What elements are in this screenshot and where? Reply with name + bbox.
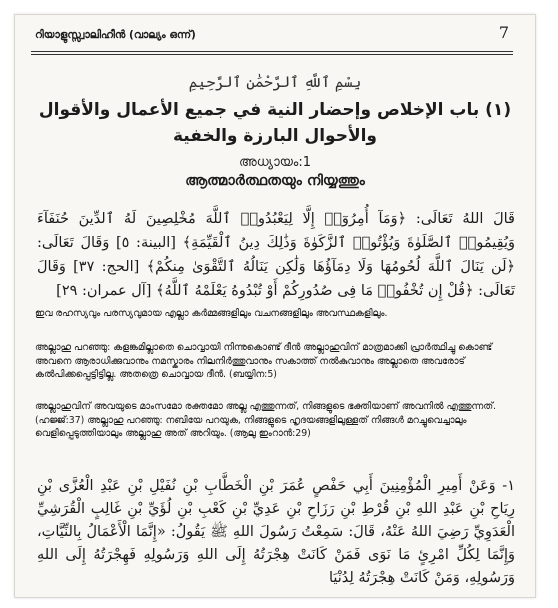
quran-verses: قَالَ اللهُ تَعَالَى: ﴿وَمَآ أُمِرُوٓا۟ إِلَّا لِيَعْبُدُوا۟ ٱللَّهَ مُخْلِصِينَ لَهُ ٱلدِّينَ حُنَفَآءَ وَيُقِيمُوا۟ ٱلصَّلَوٰةَ وَيُؤْتُوا۟ ٱلزَّكَوٰةَ وَذَٰلِكَ دِينُ ٱلْقَيِّمَةِ﴾ [البينة: ٥] وَقَالَ تَعَالَى: ﴿لَن يَنَالَ ٱللَّهَ لُحُومُهَا وَلَا دِمَآؤُهَا وَلَٰكِن يَنَالُهُ ٱلتَّقْوَىٰ مِنكُمْ﴾ [الحج: ٣٧] وَقَالَ تَعَالَى: ﴿قُلْ إِن تُخْفُوا۟ مَا فِى صُدُورِكُمْ أَوْ تُبْدُوهُ يَعْلَمْهُ ٱللَّهُ﴾ [آل عمران: ٢٩] (37, 211, 515, 299)
page-number: 7 (498, 23, 509, 42)
paragraph-1: ഇവ രഹസ്യവും പരസ്യവുമായ എല്ലാ കർമ്മങ്ങളിലും വചനങ്ങളിലും അവസ്ഥകളിലും. (35, 308, 388, 319)
chapter-label: അധ്യായം:1 (238, 155, 312, 170)
header-rule (31, 51, 513, 55)
running-header (15, 15, 535, 65)
chapter-malayalam-title: ആത്മാർത്ഥതയും നിയ്യത്തും (185, 173, 365, 189)
book-title: റിയാളുസ്സ്വാലിഹീൻ (വാല്യം ഒന്ന്) (35, 29, 196, 41)
basmala: بِسْمِ ٱللَّهِ ٱلرَّحْمَٰنِ ٱلرَّحِيمِ (188, 73, 362, 91)
book-page (14, 14, 536, 598)
chapter-malayalam-heading (15, 155, 535, 189)
chapter-arabic-title: (١) باب الإخلاص وإحضار النية في جميع الأعمال والأقوال والأحوال البارزة والخفية (38, 100, 512, 146)
paragraph-3: അല്ലാഹുവിന് അവയുടെ മാംസമോ രക്തമോ അല്ല എത്തുന്നത്, നിങ്ങളുടെ ഭക്തിയാണ് അവനിൽ എത്തുന്നത്. (ഹജ്ജ്:37) അല്ലാഹു പറഞ്ഞു: നബിയേ പറയുക, നിങ്ങളുടെ ഹൃദയങ്ങളിലുള്ളത് നിങ്ങൾ മറച്ചുവെച്ചാലും വെളിപ്പെടുത്തിയാലും അല്ലാഹു അത് അറിയും. (ആലു ഇംറാൻ:29) (35, 401, 497, 440)
hadith-text: ١- وَعَنْ أَمِيرِ الْمُؤْمِنِينَ أَبِي حَفْصٍ عُمَرَ بْنِ الْخَطَّابِ بْنِ نُفَيْلِ بْنِ عَبْدِ الْعُزَّى بْنِ رِيَاحِ بْنِ عَبْدِ اللهِ بْنِ قُرْطِ بْنِ رَزَاحِ بْنِ عَدِيِّ بْنِ كَعْبِ بْنِ لُؤَيِّ بْنِ غَالِبٍ الْقُرَشِيِّ الْعَدَوِيِّ رَضِيَ اللهُ عَنْهُ، قَالَ: سَمِعْتُ رَسُولَ اللهِ ﷺ يَقُولُ: «إِنَّمَا الْأَعْمَالُ بِالنِّيَّاتِ، وَإِنَّمَا لِكُلِّ امْرِئٍ مَا نَوَى فَمَنْ كَانَتْ هِجْرَتُهُ إِلَى اللهِ وَرَسُولِهِ فَهِجْرَتُهُ إِلَى اللهِ وَرَسُولِهِ، وَمَنْ كَانَتْ هِجْرَتُهُ لِدُنْيَا (37, 478, 515, 586)
paragraph-2: അല്ലാഹു പറഞ്ഞു: കളങ്കമില്ലാതെ ചൊവ്വായി നിന്നുകൊണ്ട് ദീൻ അല്ലാഹുവിന് മാത്രമാക്കി പ്രാർത്ഥിച്ചു കൊണ്ട് അവനെ ആരാധിക്കുവാനും നമസ്കാരം നിലനിർത്തുവാനും സകാത്ത് നൽകുവാനും അല്ലാതെ അവരോട് കൽപിക്കപ്പെട്ടിട്ടില്ല. അതത്രെ ചൊവ്വായ ദീൻ. (ബയ്യിന:5) (35, 342, 493, 381)
